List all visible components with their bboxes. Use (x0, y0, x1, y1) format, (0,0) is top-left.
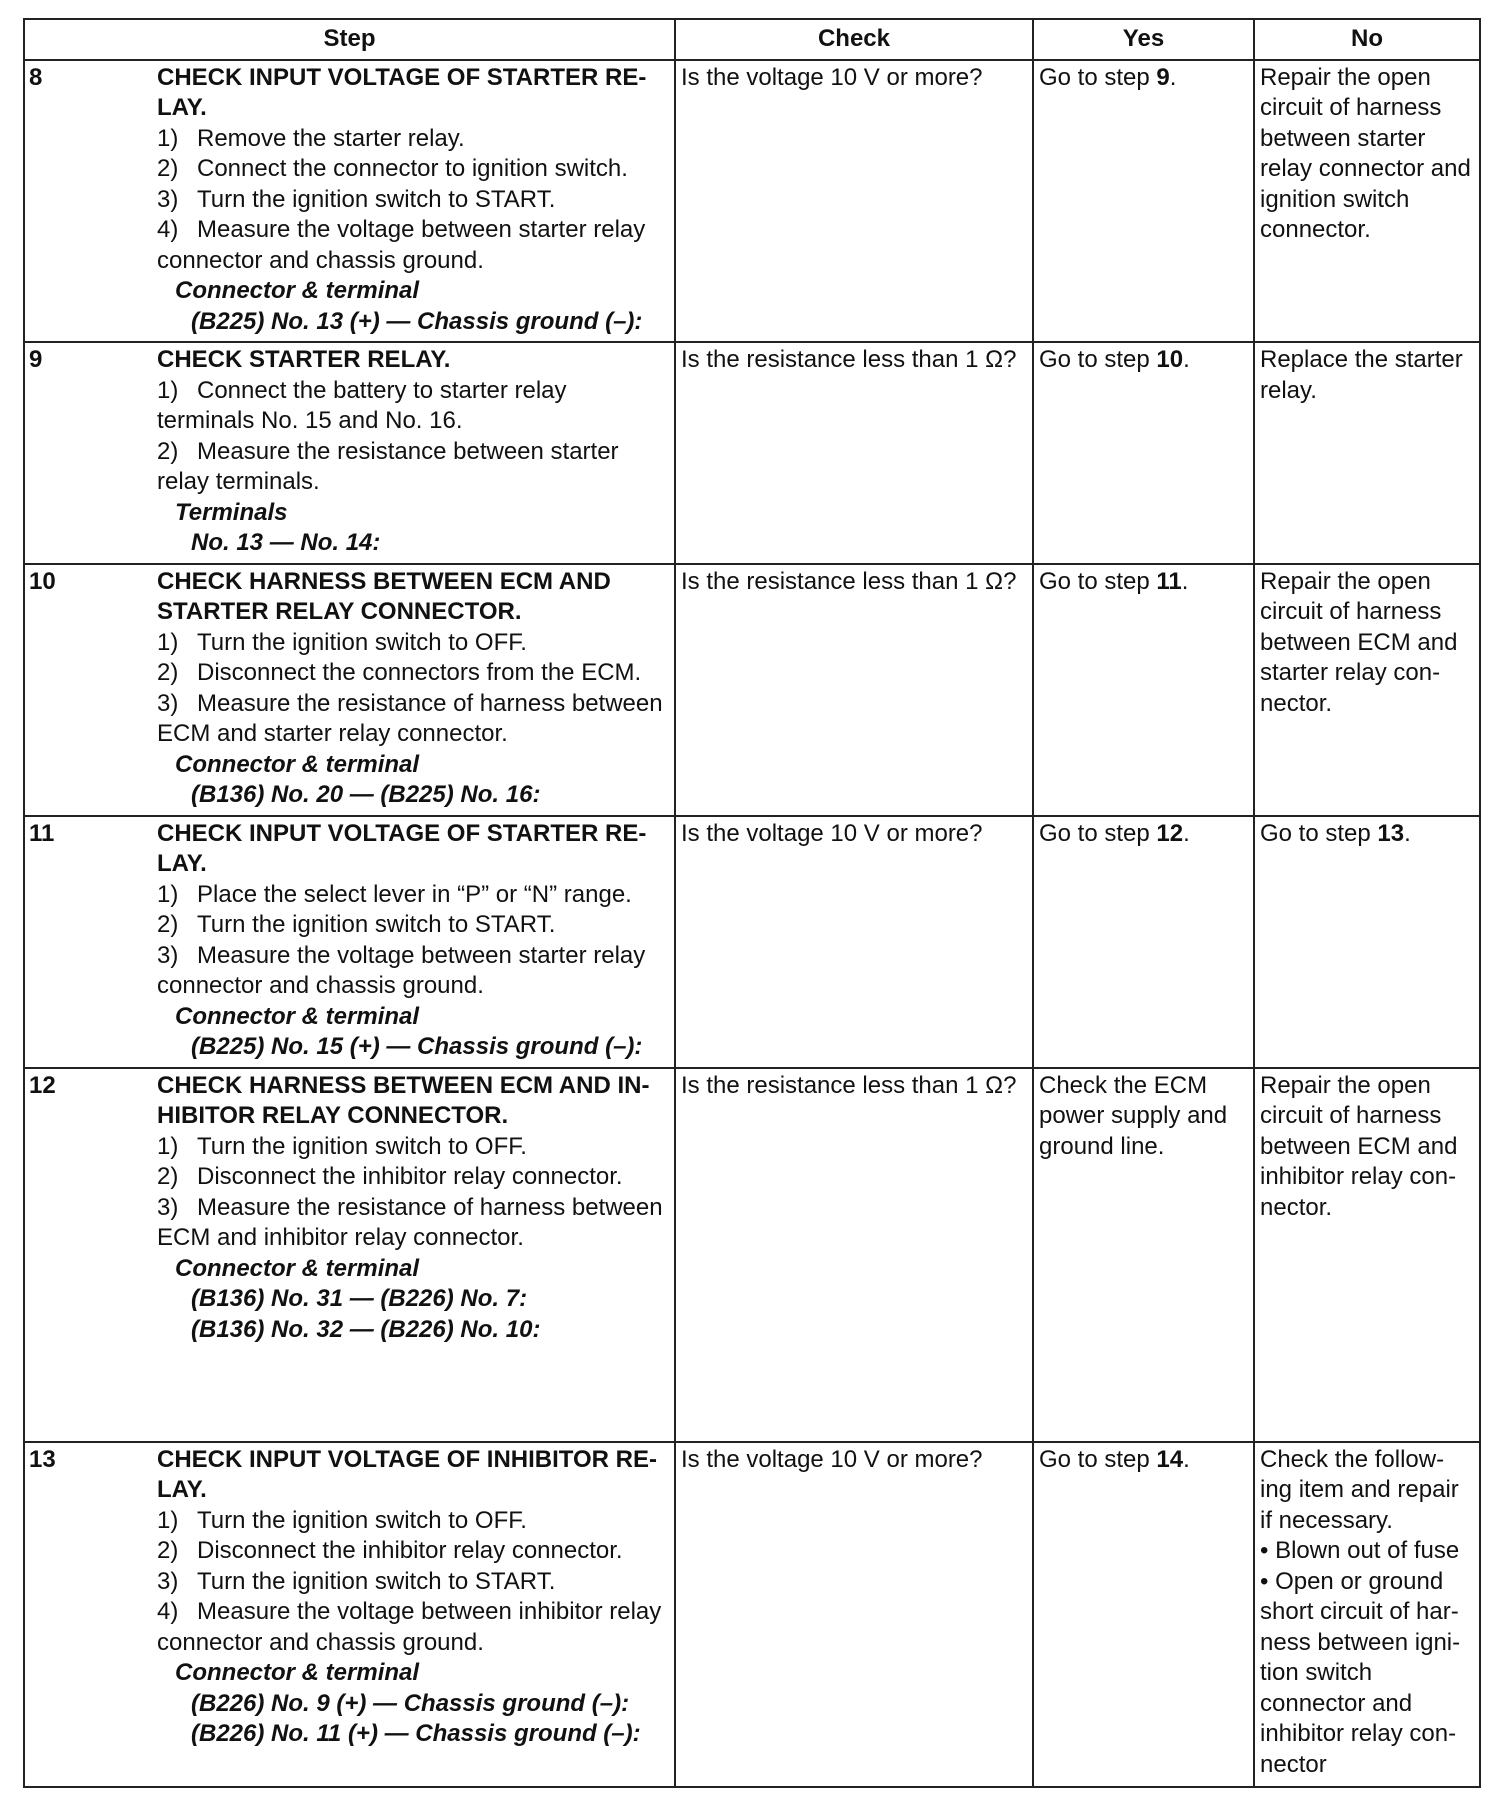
yes-cell (1033, 60, 1254, 343)
substep-text: Measure the resistance between starter relay terminals. (157, 437, 619, 495)
step-title: CHECK INPUT VOLTAGE OF INHIBITOR RE-LAY. (157, 1445, 658, 1503)
terminal-value: (B225) No. 13 (+) — Chassis ground (–): (191, 307, 643, 335)
substep (157, 376, 668, 437)
substep-number: 1) (157, 1132, 179, 1160)
table-row (24, 564, 1480, 816)
check-question: Is the resistance less than 1 Ω? (681, 346, 1017, 373)
step-title: CHECK INPUT VOLTAGE OF STARTER RE-LAY. (157, 819, 647, 877)
no-cell (1254, 1068, 1480, 1442)
substep (157, 628, 668, 659)
substep-number: 2) (157, 1163, 179, 1190)
table-row (24, 1068, 1480, 1442)
substep-text: Measure the resistance of harness between ECM and inhibitor relay connector. (157, 1193, 663, 1251)
substep-text: Turn the ignition switch to START. (197, 1567, 556, 1595)
step-cell (24, 342, 675, 564)
substep (157, 1132, 668, 1163)
yes-cell (1033, 1068, 1254, 1442)
substep-number: 4) (157, 216, 179, 243)
no-cell (1254, 564, 1480, 816)
step-number: 9 (29, 346, 43, 373)
no-cell (1254, 816, 1480, 1068)
substep-number: 1) (157, 880, 179, 908)
substep-text: Disconnect the connectors from the ECM. (197, 659, 642, 686)
step-title: CHECK HARNESS BETWEEN ECM AND IN-HIBITOR RELAY CONNECTOR. (157, 1071, 650, 1129)
step-number: 13 (29, 1445, 56, 1473)
yes-action: Go to step 9. (1039, 63, 1177, 91)
table-row (24, 342, 1480, 564)
yes-cell (1033, 1442, 1254, 1787)
substep-number: 3) (157, 185, 179, 213)
terminal-value: (B226) No. 11 (+) — Chassis ground (–): (191, 1720, 641, 1747)
substep-text: Remove the starter relay. (197, 124, 465, 152)
terminal-value: (B225) No. 15 (+) — Chassis ground (–): (191, 1033, 643, 1060)
terminal-heading: Connector & terminal (175, 277, 420, 304)
check-question: Is the resistance less than 1 Ω? (681, 567, 1017, 595)
no-bullet-item: • Open or ground short circuit of har-ness between igni-tion switch connector and inhibitor relay con-nector (1260, 1567, 1461, 1778)
step-number: 12 (29, 1071, 56, 1099)
substep-number: 3) (157, 1193, 179, 1221)
substep-text: Measure the resistance of harness between ECM and starter relay connector. (157, 689, 663, 747)
header-check: Check (675, 19, 1033, 60)
substep (157, 437, 668, 498)
substep-text: Turn the ignition switch to OFF. (197, 628, 527, 656)
terminal-value: (B226) No. 9 (+) — Chassis ground (–): (191, 1689, 630, 1717)
no-action: Go to step 13. (1260, 819, 1411, 847)
substep-text: Measure the voltage between starter relay connector and chassis ground. (157, 941, 646, 999)
substep (157, 215, 668, 276)
check-cell (675, 816, 1033, 1068)
terminal-heading: Connector & terminal (175, 1659, 420, 1686)
substep (157, 658, 668, 689)
step-title: CHECK INPUT VOLTAGE OF STARTER RE-LAY. (157, 63, 647, 121)
substep-number: 2) (157, 911, 179, 938)
step-cell (24, 1442, 675, 1787)
terminal-value: No. 13 — No. 14: (191, 529, 381, 556)
substep (157, 1162, 668, 1193)
substep-number: 1) (157, 628, 179, 656)
substep (157, 1506, 668, 1537)
step-cell (24, 564, 675, 816)
step-title: CHECK HARNESS BETWEEN ECM AND STARTER RELAY CONNECTOR. (157, 567, 611, 625)
substep-number: 3) (157, 689, 179, 717)
substep-text: Connect the connector to ignition switch. (197, 155, 628, 182)
step-title: CHECK STARTER RELAY. (157, 346, 451, 373)
terminal-heading: Connector & terminal (175, 1254, 420, 1282)
substep-number: 2) (157, 437, 179, 465)
table-row (24, 1442, 1480, 1787)
terminal-heading: Terminals (175, 498, 288, 526)
substep-text: Disconnect the inhibitor relay connector. (197, 1163, 623, 1190)
substep-text: Measure the voltage between inhibitor relay connector and chassis ground. (157, 1598, 662, 1656)
terminal-value: (B136) No. 31 — (B226) No. 7: (191, 1285, 528, 1312)
no-cell (1254, 60, 1480, 343)
substep (157, 124, 668, 155)
substep-number: 3) (157, 1567, 179, 1595)
header-step: Step (24, 19, 675, 60)
no-action: Repair the open circuit of harness between starter relay connector and ignition switch connector. (1260, 63, 1471, 243)
header-no: No (1254, 19, 1480, 60)
terminal-value: (B136) No. 20 — (B225) No. 16: (191, 781, 541, 808)
step-number: 11 (29, 819, 55, 847)
substep (157, 880, 668, 911)
substep (157, 1193, 668, 1254)
no-bullet-item: • Blown out of fuse (1260, 1537, 1460, 1564)
substep-number: 1) (157, 1506, 179, 1534)
diagnostic-table (23, 18, 1481, 1788)
substep (157, 689, 668, 750)
step-number: 10 (29, 567, 56, 595)
no-action: Replace the starter relay. (1260, 346, 1463, 404)
substep-text: Place the select lever in “P” or “N” range. (197, 880, 632, 908)
substep (157, 941, 668, 1002)
substep-number: 4) (157, 1598, 179, 1625)
yes-cell (1033, 816, 1254, 1068)
substep-text: Turn the ignition switch to START. (197, 911, 556, 938)
check-cell (675, 60, 1033, 343)
header-row (24, 19, 1480, 60)
terminal-value: (B136) No. 32 — (B226) No. 10: (191, 1315, 541, 1343)
header-yes: Yes (1033, 19, 1254, 60)
step-number: 8 (29, 63, 43, 91)
substep (157, 910, 668, 941)
table-row (24, 816, 1480, 1068)
substep (157, 185, 668, 216)
substep-text: Turn the ignition switch to OFF. (197, 1132, 527, 1160)
check-cell (675, 1068, 1033, 1442)
yes-action: Go to step 10. (1039, 346, 1190, 373)
substep-text: Connect the battery to starter relay terminals No. 15 and No. 16. (157, 376, 567, 434)
substep (157, 1597, 668, 1658)
substep (157, 1536, 668, 1567)
no-action: Repair the open circuit of harness between ECM and inhibitor relay con-nector. (1260, 1071, 1458, 1221)
substep-text: Turn the ignition switch to START. (197, 185, 556, 213)
table-row (24, 60, 1480, 343)
substep-text: Turn the ignition switch to OFF. (197, 1506, 527, 1534)
yes-cell (1033, 342, 1254, 564)
step-cell (24, 816, 675, 1068)
check-question: Is the resistance less than 1 Ω? (681, 1071, 1017, 1099)
no-action: Repair the open circuit of harness between ECM and starter relay con-nector. (1260, 567, 1458, 717)
substep-number: 2) (157, 1537, 179, 1564)
no-action: Check the follow-ing item and repair if necessary. (1260, 1445, 1459, 1534)
check-cell (675, 1442, 1033, 1787)
yes-cell (1033, 564, 1254, 816)
check-cell (675, 342, 1033, 564)
check-question: Is the voltage 10 V or more? (681, 63, 983, 91)
step-cell (24, 1068, 675, 1442)
yes-action: Go to step 12. (1039, 819, 1190, 847)
check-question: Is the voltage 10 V or more? (681, 1445, 983, 1473)
substep-number: 2) (157, 659, 179, 686)
check-cell (675, 564, 1033, 816)
substep-text: Disconnect the inhibitor relay connector. (197, 1537, 623, 1564)
no-cell (1254, 1442, 1480, 1787)
yes-action: Go to step 11. (1039, 567, 1189, 595)
yes-action: Check the ECM power supply and ground line. (1039, 1071, 1228, 1160)
check-question: Is the voltage 10 V or more? (681, 819, 983, 847)
terminal-heading: Connector & terminal (175, 1002, 420, 1030)
substep (157, 154, 668, 185)
substep-number: 2) (157, 155, 179, 182)
terminal-heading: Connector & terminal (175, 750, 420, 778)
substep-number: 1) (157, 376, 179, 404)
substep-number: 1) (157, 124, 179, 152)
no-cell (1254, 342, 1480, 564)
substep-text: Measure the voltage between starter relay connector and chassis ground. (157, 216, 646, 274)
yes-action: Go to step 14. (1039, 1445, 1190, 1473)
substep-number: 3) (157, 941, 179, 969)
substep (157, 1567, 668, 1598)
step-cell (24, 60, 675, 343)
